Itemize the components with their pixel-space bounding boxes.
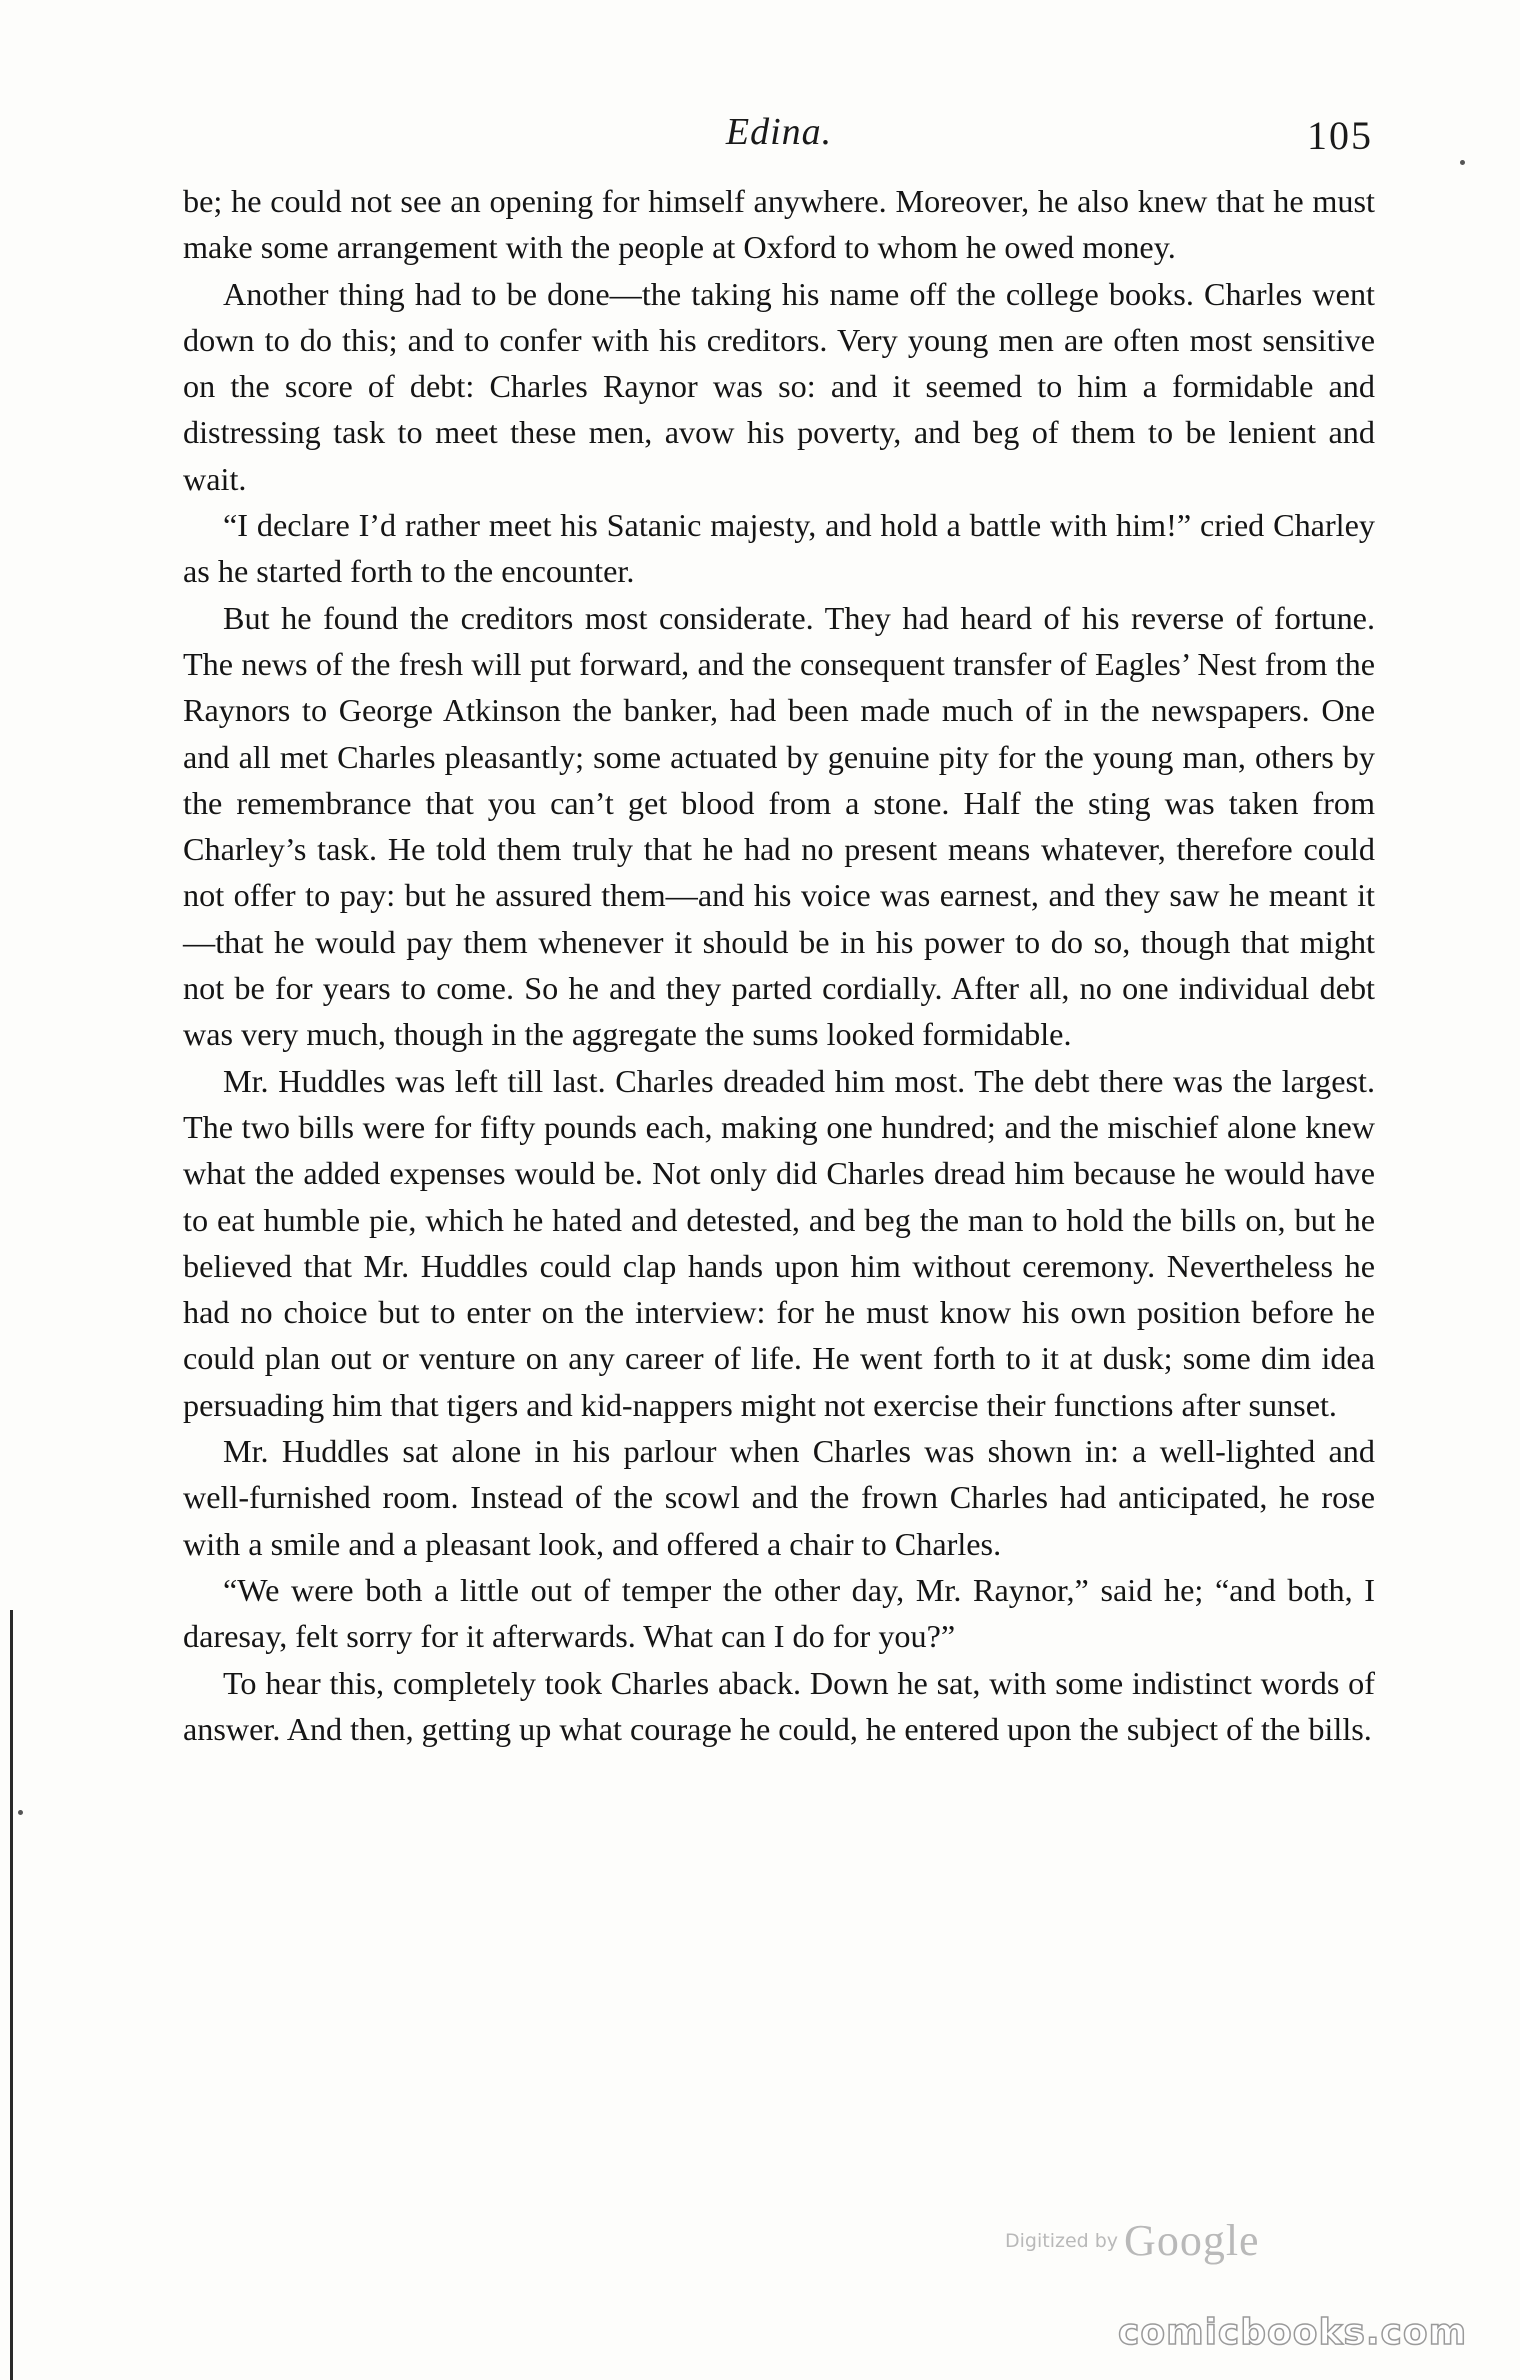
google-logo: Google xyxy=(1124,2216,1260,2265)
scan-speck xyxy=(18,1810,23,1815)
page-number: 105 xyxy=(1307,113,1373,158)
paragraph: be; he could not see an opening for himself anywhere. Moreover, he also knew that he must make some arrangement with the people at Oxford to whom he owed money. xyxy=(183,183,1375,266)
paragraph: “I declare I’d rather meet his Satanic majesty, and hold a battle with him!” cried Charley as he started forth to the encounter. xyxy=(183,507,1375,590)
scan-margin-line xyxy=(10,1610,13,2380)
paragraph: Mr. Huddles sat alone in his parlour when Charles was shown in: a well-lighted and well-furnished room. Instead of the scowl and the frown Charles had anticipated, he rose with a smile and a pleasant look, and offered a chair to Charles. xyxy=(183,1433,1375,1562)
scan-speck xyxy=(1460,160,1465,165)
paragraph: “We were both a little out of temper the other day, Mr. Raynor,” said he; “and both, I daresay, felt sorry for it afterwards. What can I do for you?” xyxy=(183,1571,1375,1655)
paragraph: Mr. Huddles was left till last. Charles dreaded him most. The debt there was the largest. The two bills were for fifty pounds each, making one hundred; and the mischief alone knew what the added expenses would be. Not only did Charles dread him because he would have to eat humble pie, which he hated and detested, and beg the man to hold the bills on, but he believed that Mr. Huddles could clap hands upon him without ceremony. Nevertheless he had no choice but to enter on the interview: for he must know his own position before he could plan out or venture on any career of life. He went forth to it at dusk; some dim idea persuading him that tigers and kid-nappers might not exercise their functions after sunset. xyxy=(183,1062,1375,1423)
paragraph: To hear this, completely took Charles aback. Down he sat, with some indistinct words of answer. And then, getting up what courage he could, he entered upon the subject of the bills. xyxy=(183,1664,1375,1747)
google-watermark xyxy=(1005,2215,1260,2266)
running-title: Edina. xyxy=(725,111,833,153)
running-head xyxy=(185,110,1373,170)
paragraph: Another thing had to be done—the taking his name off the college books. Charles went down to do this; and to confer with his creditors. Very young men are often most sensitive on the score of debt: Charles Raynor was so: and it seemed to him a formidable and distressing task to meet these men, avow his poverty, and beg of them to be lenient and wait. xyxy=(183,275,1375,497)
paragraph: But he found the creditors most considerate. They had heard of his reverse of fortune. The news of the fresh will put forward, and the consequent transfer of Eagles’ Nest from the Raynors to George Atkinson the banker, had been made much of in the newspapers. One and all met Charles pleasantly; some actuated by genuine pity for the young man, others by the remembrance that you can’t get blood from a stone. Half the sting was taken from Charley’s task. He told them truly that he had no present means whatever, therefore could not offer to pay: but he assured them—and his voice was earnest, and they saw he meant it—that he would pay them whenever it should be in his power to do so, though that might not be for years to come. So he and they parted cordially. After all, no one individual debt was very much, though in the aggregate the sums looked formidable. xyxy=(183,599,1375,1053)
site-watermark: comicbooks.com xyxy=(1118,2312,1468,2353)
digitized-by-label: Digitized by xyxy=(1005,2229,1119,2252)
body-text xyxy=(183,178,1375,1752)
